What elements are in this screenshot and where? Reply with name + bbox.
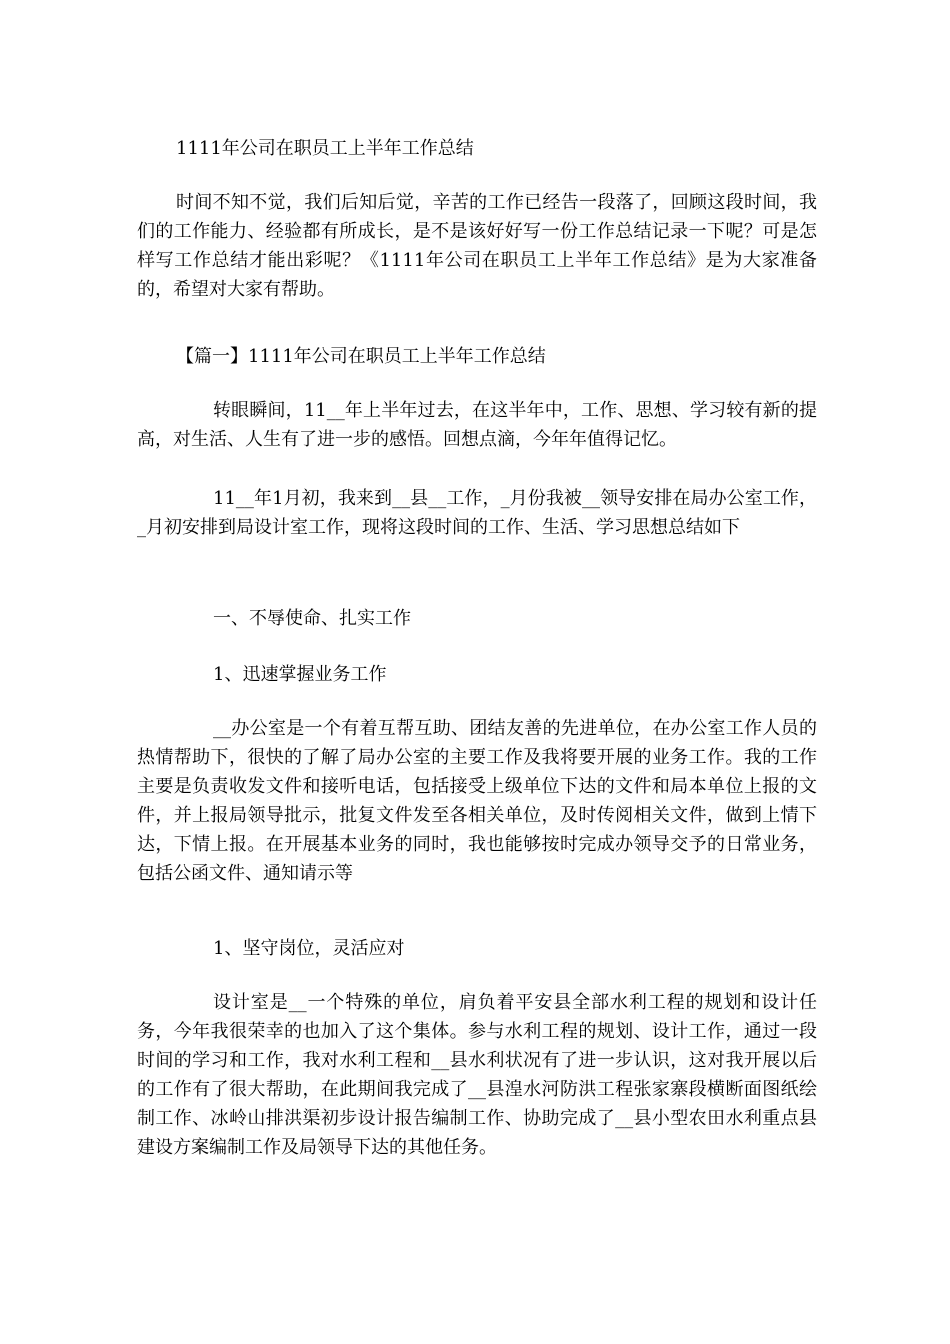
subheading-1-1: 1、迅速掌握业务工作 [213, 664, 387, 685]
section-heading: 【篇一】1111年公司在职员工上半年工作总结 [176, 346, 546, 367]
intro-paragraph: 时间不知不觉，我们后知后觉，辛苦的工作已经告一段落了，回顾这段时间，我们的工作能力、经验都有所成长，是不是该好好写一份工作总结记录一下呢？可是怎样写工作总结才能出彩呢？《1111年公司在职员工上半年工作总结》是为大家准备的，希望对大家有帮助。 [137, 192, 817, 300]
document-title: 1111年公司在职员工上半年工作总结 [176, 138, 474, 159]
subheading-1: 一、不辱使命、扎实工作 [213, 608, 411, 629]
body-paragraph-2: 11__年1月初，我来到__县__工作，_月份我被__领导安排在局办公室工作，_月初安排到局设计室工作，现将这段时间的工作、生活、学习思想总结如下 [137, 488, 817, 538]
body-paragraph-1: 转眼瞬间，11__年上半年过去，在这半年中，工作、思想、学习较有新的提高，对生活、人生有了进一步的感悟。回想点滴，今年年值得记忆。 [137, 400, 817, 450]
body-paragraph-3: __办公室是一个有着互帮互助、团结友善的先进单位，在办公室工作人员的热情帮助下，很快的了解了局办公室的主要工作及我将要开展的业务工作。我的工作主要是负责收发文件和接听电话，包括接受上级单位下达的文件和局本单位上报的文件，并上报局领导批示，批复文件发至各相关单位，及时传阅相关文件，做到上情下达，下情上报。在开展基本业务的同时，我也能够按时完成办领导交予的日常业务，包括公函文件、通知请示等 [137, 718, 817, 884]
body-paragraph-4: 设计室是__一个特殊的单位，肩负着平安县全部水利工程的规划和设计任务，今年我很荣幸的也加入了这个集体。参与水利工程的规划、设计工作，通过一段时间的学习和工作，我对水利工程和__县水利状况有了进一步认识，这对我开展以后的工作有了很大帮助，在此期间我完成了__县湟水河防洪工程张家寨段横断面图纸绘制工作、冰岭山排洪渠初步设计报告编制工作、协助完成了__县小型农田水利重点县建设方案编制工作及局领导下达的其他任务。 [137, 992, 817, 1158]
subheading-1-2: 1、坚守岗位，灵活应对 [213, 938, 405, 959]
